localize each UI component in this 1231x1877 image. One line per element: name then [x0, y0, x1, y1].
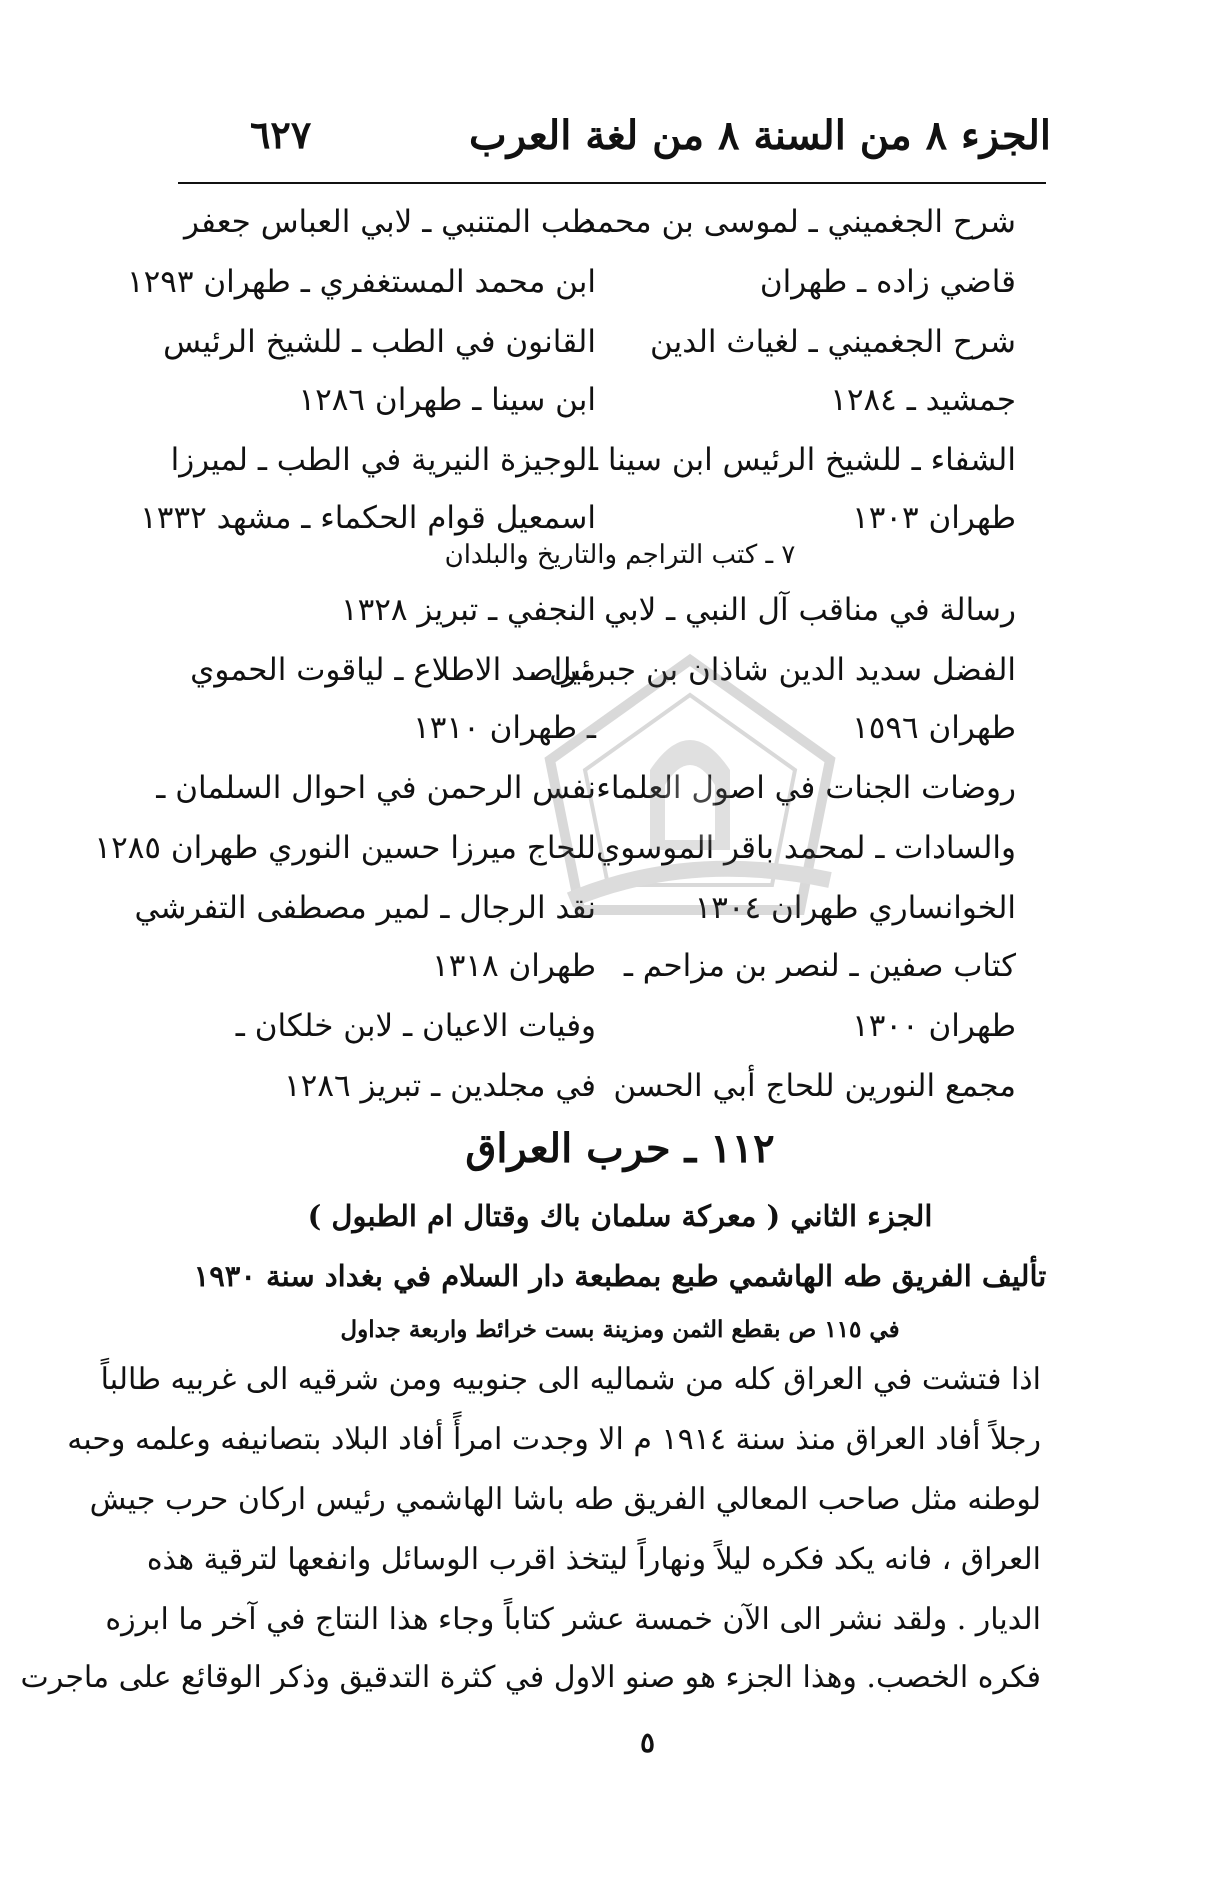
s7-right-9: مجمع النورين للحاج أبي الحسن	[613, 1068, 1016, 1104]
entry-left-5: الوجيزة النيرية في الطب ـ لميرزا	[170, 442, 596, 478]
article-title: ١١٢ ـ حرب العراق	[465, 1125, 775, 1172]
s7-left-5: للحاج ميرزا حسين النوري طهران ١٢٨٥	[94, 830, 596, 866]
s7-right-7: كتاب صفين ـ لنصر بن مزاحم ـ	[623, 948, 1016, 984]
entry-right-6: طهران ١٣٠٣	[852, 500, 1016, 536]
entry-left-3: القانون في الطب ـ للشيخ الرئيس	[163, 324, 596, 360]
entry-right-5: الشفاء ـ للشيخ الرئيس ابن سينا ـ	[588, 442, 1016, 478]
s7-left-3: ـ طهران ١٣١٠	[413, 710, 596, 746]
body-line-1: اذا فتشت في العراق كله من شماليه الى جنوبيه ومن شرقيه الى غربيه طالباً	[100, 1362, 1041, 1397]
entry-right-4: جمشيد ـ ١٢٨٤	[830, 382, 1016, 418]
running-header	[180, 112, 1051, 172]
s7-left-1: النجفي ـ تبريز ١٣٢٨	[340, 592, 596, 628]
journal-header-title: الجزء ٨ من السنة ٨ من لغة العرب	[469, 112, 1051, 159]
body-line-6: فكره الخصب. وهذا الجزء هو صنو الاول في كثرة التدقيق وذكر الوقائع على ماجرت	[20, 1660, 1041, 1695]
article-description: في ١١٥ ص بقطع الثمن ومزينة بست خرائط واربعة جداول	[340, 1316, 900, 1343]
s7-right-3: طهران ١٥٩٦	[852, 710, 1016, 746]
s7-left-2: مراصد الاطلاع ـ لياقوت الحموي	[190, 652, 596, 688]
s7-left-7: طهران ١٣١٨	[432, 948, 596, 984]
page-number-header: ٦٢٧	[250, 112, 312, 157]
article-imprint: تأليف الفريق طه الهاشمي طبع بمطبعة دار السلام في بغداد سنة ١٩٣٠	[193, 1259, 1047, 1293]
s7-right-8: طهران ١٣٠٠	[852, 1008, 1016, 1044]
section-heading: ٧ ـ كتب التراجم والتاريخ والبلدان	[444, 540, 796, 570]
s7-right-1: رسالة في مناقب آل النبي ـ لابي	[604, 592, 1016, 628]
s7-right-4: روضات الجنات في اصول العلماء	[596, 770, 1016, 806]
header-rule	[178, 182, 1046, 184]
body-line-5: الديار . ولقد نشر الى الآن خمسة عشر كتاباً وجاء هذا النتاج في آخر ما ابرزه	[105, 1602, 1041, 1637]
signature-mark: ٥	[640, 1726, 656, 1759]
s7-right-6: الخوانساري طهران ١٣٠٤	[694, 890, 1016, 926]
entry-right-2: قاضي زاده ـ طهران	[759, 264, 1016, 300]
entry-left-2: ابن محمد المستغفري ـ طهران ١٢٩٣	[126, 264, 596, 300]
entry-right-3: شرح الجغميني ـ لغياث الدين	[649, 324, 1016, 360]
s7-left-8: وفيات الاعيان ـ لابن خلكان ـ	[235, 1008, 596, 1044]
body-line-3: لوطنه مثل صاحب المعالي الفريق طه باشا الهاشمي رئيس اركان حرب جيش	[89, 1482, 1041, 1517]
s7-left-9: في مجلدين ـ تبريز ١٢٨٦	[284, 1068, 596, 1104]
entry-left-6: اسمعيل قوام الحكماء ـ مشهد ١٣٣٢	[140, 500, 596, 536]
body-line-4: العراق ، فانه يكد فكره ليلاً ونهاراً ليتخذ اقرب الوسائل وانفعها لترقية هذه	[146, 1542, 1041, 1577]
article-subtitle: الجزء الثاني ( معركة سلمان باك وقتال ام الطبول )	[307, 1199, 933, 1233]
s7-right-5: والسادات ـ لمحمد باقر الموسوي	[595, 830, 1016, 866]
body-line-2: رجلاً أفاد العراق منذ سنة ١٩١٤ م الا وجدت امرأً أفاد البلاد بتصانيفه وعلمه وحبه	[67, 1422, 1041, 1457]
s7-left-6: نقد الرجال ـ لمير مصطفى التفرشي	[134, 890, 596, 926]
entry-right-1: شرح الجغميني ـ لموسى بن محمد	[580, 204, 1016, 240]
s7-right-2: الفضل سديد الدين شاذان بن جبرئيل ـ	[530, 652, 1016, 688]
entry-left-1: طب المتنبي ـ لابي العباس جعفر	[183, 204, 596, 240]
entry-left-4: ابن سينا ـ طهران ١٢٨٦	[298, 382, 596, 418]
s7-left-4: نفس الرحمن في احوال السلمان ـ	[156, 770, 596, 806]
